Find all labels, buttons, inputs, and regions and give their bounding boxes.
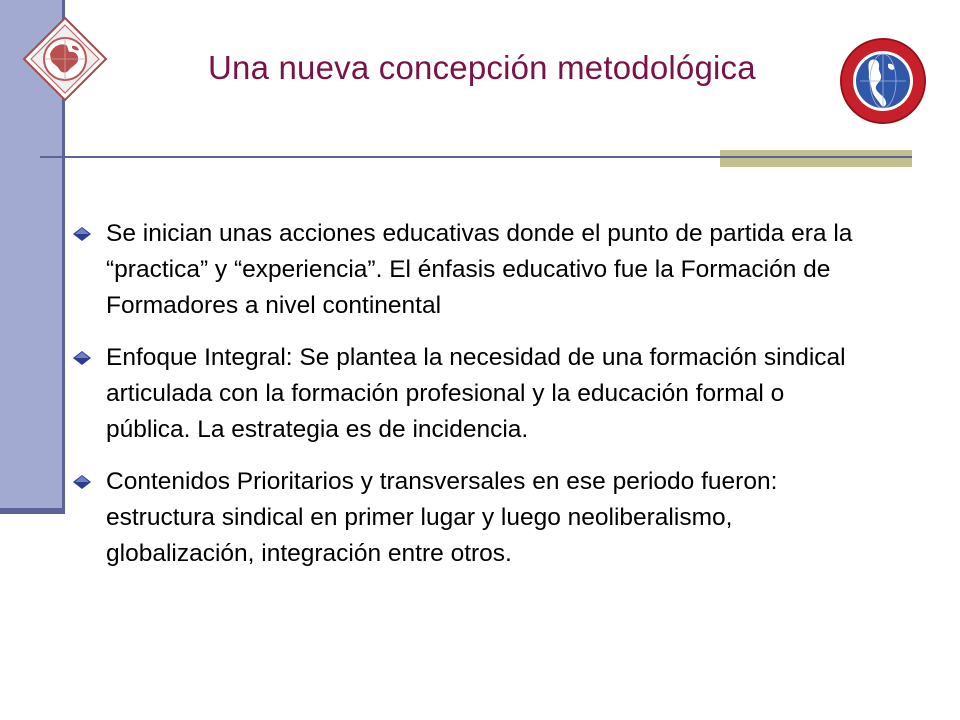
diamond-bullet-icon bbox=[72, 474, 92, 490]
diamond-bullet-icon bbox=[72, 350, 92, 366]
sidebar-shadow-decoration bbox=[0, 508, 64, 514]
bullet-text: Contenidos Prioritarios y transversales en ese periodo fueron: estructura sindical en primer lugar y luego neoliberalismo, globalización, integración entre otros. bbox=[106, 468, 778, 567]
bullet-item bbox=[70, 340, 870, 448]
bullet-list bbox=[70, 216, 870, 588]
header-divider bbox=[40, 156, 912, 158]
bullet-item bbox=[70, 216, 870, 324]
bullet-text: Se inician unas acciones educativas donde el punto de partida era la “practica” y “experiencia”. El énfasis educativo fue la Formación de Formadores a nivel continental bbox=[106, 220, 853, 319]
bullet-item bbox=[70, 464, 870, 572]
header-accent-bar bbox=[720, 150, 912, 167]
bullet-text: Enfoque Integral: Se plantea la necesidad de una formación sindical articulada con la formación profesional y la educación formal o pública. La estrategia es de incidencia. bbox=[106, 344, 846, 443]
trade-union-seal-logo bbox=[22, 16, 108, 102]
page-title: Una nueva concepción metodológica bbox=[208, 49, 756, 86]
diamond-bullet-icon bbox=[72, 226, 92, 242]
orit-globe-logo bbox=[838, 36, 928, 126]
